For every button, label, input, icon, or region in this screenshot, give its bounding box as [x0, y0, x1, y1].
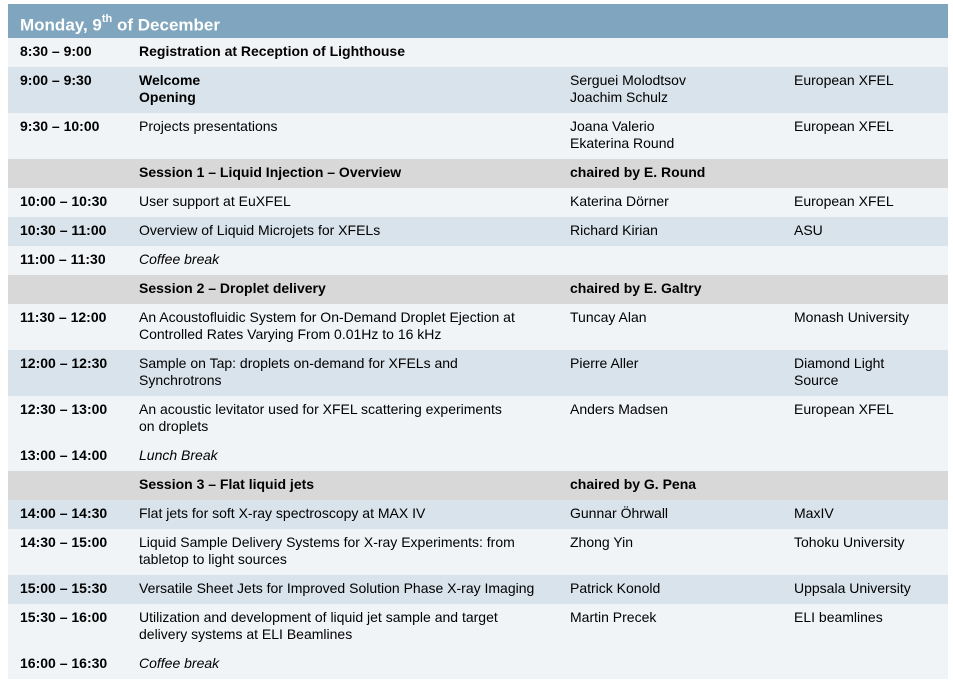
agenda-row: [8, 67, 948, 113]
day-header-month: of December: [112, 15, 220, 35]
speaker-line: Katerina Dörner: [570, 193, 669, 209]
time-text: 11:30 – 12:00: [20, 309, 107, 325]
title-line: Lunch Break: [139, 447, 218, 463]
time-cell: [8, 529, 139, 575]
title-line: delivery systems at ELI Beamlines: [139, 626, 353, 642]
speaker-line: Patrick Konold: [570, 580, 661, 596]
institution-cell: [794, 188, 948, 217]
time-text: 11:00 – 11:30: [20, 251, 106, 267]
institution-cell: [794, 217, 948, 246]
title-cell: [139, 246, 570, 275]
time-cell: [8, 650, 139, 679]
agenda-row: [8, 38, 948, 67]
time-cell: [8, 246, 139, 275]
time-cell: [8, 113, 139, 159]
institution-line: ELI beamlines: [794, 609, 883, 625]
institution-cell: [794, 159, 948, 188]
title-cell: [139, 113, 570, 159]
title-line: Session 1 – Liquid Injection – Overview: [139, 164, 402, 180]
time-cell: [8, 304, 139, 350]
title-line: tabletop to light sources: [139, 551, 287, 567]
institution-line: European XFEL: [794, 118, 894, 134]
institution-cell: [794, 396, 948, 442]
agenda-table: [8, 4, 948, 679]
time-cell: [8, 350, 139, 396]
title-line: Overview of Liquid Microjets for XFELs: [139, 222, 381, 238]
title-cell: [139, 275, 570, 304]
title-line: Liquid Sample Delivery Systems for X-ray Experiments: from: [139, 534, 515, 550]
time-text: 14:00 – 14:30: [20, 505, 108, 521]
institution-line: ASU: [794, 222, 823, 238]
time-cell: [8, 67, 139, 113]
institution-line: Tohoku University: [794, 534, 905, 550]
speaker-cell: [570, 396, 794, 442]
time-text: 9:30 – 10:00: [20, 118, 100, 134]
speaker-cell: [570, 500, 794, 529]
speaker-line: Martin Precek: [570, 609, 657, 625]
time-cell: [8, 217, 139, 246]
time-cell: [8, 442, 139, 471]
time-cell: [8, 159, 139, 188]
time-text: 14:30 – 15:00: [20, 534, 108, 550]
time-cell: [8, 604, 139, 650]
title-line: Opening: [139, 89, 196, 105]
institution-line: Diamond Light: [794, 355, 885, 371]
title-line: Versatile Sheet Jets for Improved Solution Phase X-ray Imaging: [139, 580, 535, 596]
speaker-line: Gunnar Öhrwall: [570, 505, 669, 521]
title-line: Registration at Reception of Lighthouse: [139, 43, 406, 59]
title-cell: [139, 188, 570, 217]
speaker-cell: [570, 38, 794, 67]
institution-cell: [794, 275, 948, 304]
speaker-cell: [570, 304, 794, 350]
title-cell: [139, 442, 570, 471]
speaker-line: Anders Madsen: [570, 401, 669, 417]
session-header-row: [8, 275, 948, 304]
speaker-line: Serguei Molodtsov: [570, 72, 686, 88]
institution-cell: [794, 38, 948, 67]
speaker-line: Joachim Schulz: [570, 89, 669, 105]
title-line: Utilization and development of liquid jet sample and target: [139, 609, 498, 625]
title-line: Controlled Rates Varying From 0.01Hz to 16 kHz: [139, 326, 442, 342]
institution-line: Uppsala University: [794, 580, 911, 596]
institution-line: European XFEL: [794, 401, 894, 417]
time-cell: [8, 396, 139, 442]
chair-line: chaired by E. Round: [570, 164, 706, 180]
institution-line: MaxIV: [794, 505, 834, 521]
title-cell: [139, 350, 570, 396]
title-cell: [139, 217, 570, 246]
title-cell: [139, 67, 570, 113]
time-cell: [8, 471, 139, 500]
speaker-line: Richard Kirian: [570, 222, 658, 238]
speaker-cell: [570, 604, 794, 650]
agenda-row: [8, 246, 948, 275]
institution-line: Monash University: [794, 309, 910, 325]
time-text: 15:00 – 15:30: [20, 580, 108, 596]
title-line: An Acoustofluidic System for On-Demand Droplet Ejection at: [139, 309, 515, 325]
title-cell: [139, 396, 570, 442]
title-line: Welcome: [139, 72, 201, 88]
day-header-ordinal: th: [101, 13, 113, 25]
agenda-row: [8, 217, 948, 246]
title-line: Flat jets for soft X-ray spectroscopy at MAX IV: [139, 505, 426, 521]
agenda-row: [8, 396, 948, 442]
title-line: Projects presentations: [139, 118, 278, 134]
agenda-row: [8, 442, 948, 471]
title-line: on droplets: [139, 418, 209, 434]
institution-cell: [794, 575, 948, 604]
day-header: [8, 4, 948, 38]
institution-cell: [794, 650, 948, 679]
speaker-line: Tuncay Alan: [570, 309, 647, 325]
time-text: 15:30 – 16:00: [20, 609, 108, 625]
chair-cell: [570, 471, 794, 500]
institution-cell: [794, 350, 948, 396]
agenda-row: [8, 575, 948, 604]
title-cell: [139, 159, 570, 188]
speaker-line: Zhong Yin: [570, 534, 634, 550]
time-cell: [8, 38, 139, 67]
institution-cell: [794, 500, 948, 529]
speaker-line: Joana Valerio: [570, 118, 655, 134]
speaker-line: Ekaterina Round: [570, 135, 675, 151]
agenda-row: [8, 188, 948, 217]
time-text: 10:00 – 10:30: [20, 193, 108, 209]
time-cell: [8, 188, 139, 217]
institution-line: European XFEL: [794, 193, 894, 209]
agenda-row: [8, 113, 948, 159]
institution-cell: [794, 604, 948, 650]
time-text: 12:30 – 13:00: [20, 401, 108, 417]
chair-line: chaired by E. Galtry: [570, 280, 702, 296]
institution-cell: [794, 113, 948, 159]
title-cell: [139, 575, 570, 604]
title-cell: [139, 500, 570, 529]
time-text: 12:00 – 12:30: [20, 355, 108, 371]
agenda-row: [8, 350, 948, 396]
time-cell: [8, 500, 139, 529]
speaker-cell: [570, 650, 794, 679]
speaker-cell: [570, 188, 794, 217]
speaker-cell: [570, 113, 794, 159]
title-cell: [139, 38, 570, 67]
title-cell: [139, 471, 570, 500]
time-text: 10:30 – 11:00: [20, 222, 107, 238]
title-line: An acoustic levitator used for XFEL scattering experiments: [139, 401, 502, 417]
speaker-cell: [570, 246, 794, 275]
title-cell: [139, 650, 570, 679]
time-cell: [8, 275, 139, 304]
chair-cell: [570, 159, 794, 188]
title-line: Synchrotrons: [139, 372, 222, 388]
time-cell: [8, 575, 139, 604]
time-text: 9:00 – 9:30: [20, 72, 92, 88]
time-text: 16:00 – 16:30: [20, 655, 108, 671]
institution-cell: [794, 304, 948, 350]
institution-cell: [794, 67, 948, 113]
agenda-rows: [8, 38, 948, 679]
session-header-row: [8, 471, 948, 500]
day-header-date: Monday, 9: [20, 15, 102, 35]
title-line: Session 2 – Droplet delivery: [139, 280, 326, 296]
chair-cell: [570, 275, 794, 304]
speaker-cell: [570, 350, 794, 396]
title-line: Coffee break: [139, 251, 220, 267]
agenda-row: [8, 304, 948, 350]
agenda-row: [8, 529, 948, 575]
institution-line: Source: [794, 372, 839, 388]
time-text: 13:00 – 14:00: [20, 447, 108, 463]
institution-cell: [794, 246, 948, 275]
institution-line: European XFEL: [794, 72, 894, 88]
title-cell: [139, 604, 570, 650]
chair-line: chaired by G. Pena: [570, 476, 697, 492]
title-line: Sample on Tap: droplets on-demand for XFELs and: [139, 355, 458, 371]
title-cell: [139, 529, 570, 575]
speaker-cell: [570, 529, 794, 575]
agenda-row: [8, 650, 948, 679]
title-line: User support at EuXFEL: [139, 193, 291, 209]
institution-cell: [794, 442, 948, 471]
time-text: 8:30 – 9:00: [20, 43, 92, 59]
speaker-cell: [570, 575, 794, 604]
title-line: Coffee break: [139, 655, 220, 671]
agenda-row: [8, 500, 948, 529]
agenda-row: [8, 604, 948, 650]
institution-cell: [794, 529, 948, 575]
title-line: Session 3 – Flat liquid jets: [139, 476, 315, 492]
title-cell: [139, 304, 570, 350]
speaker-cell: [570, 442, 794, 471]
institution-cell: [794, 471, 948, 500]
session-header-row: [8, 159, 948, 188]
speaker-line: Pierre Aller: [570, 355, 639, 371]
speaker-cell: [570, 217, 794, 246]
speaker-cell: [570, 67, 794, 113]
